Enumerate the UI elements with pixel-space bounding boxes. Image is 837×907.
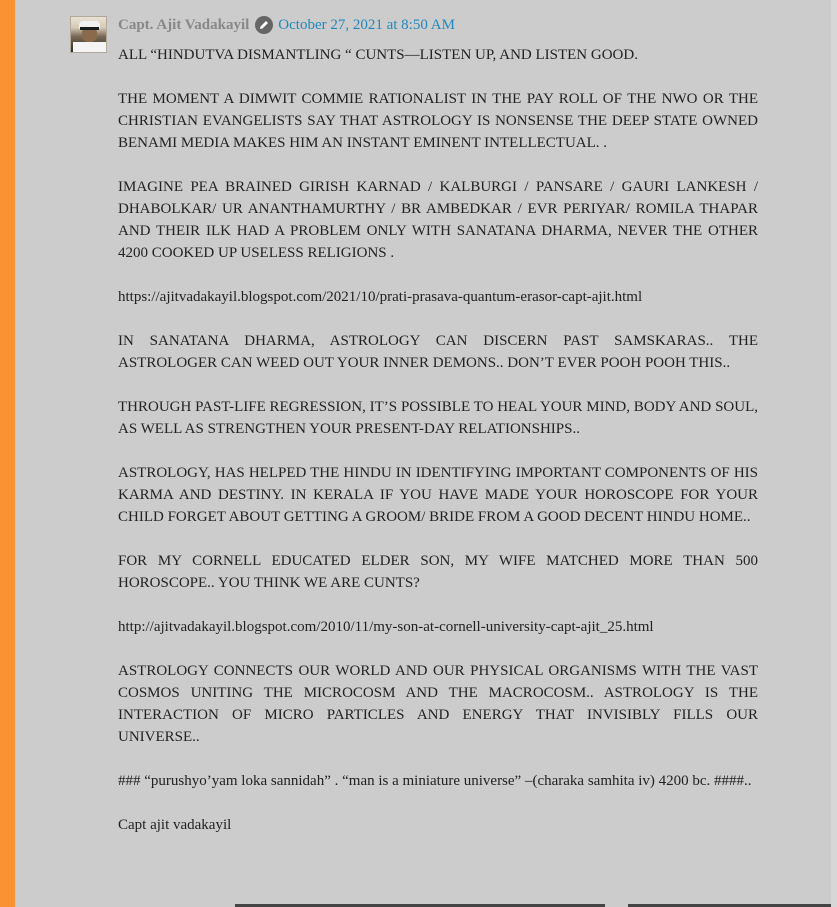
comment-body (118, 44, 758, 858)
comment-paragraph: THE MOMENT A DIMWIT COMMIE RATIONALIST IN THE PAY ROLL OF THE NWO OR THE CHRISTIAN EVANGELISTS SAY THAT ASTROLOGY IS NONSENSE THE DEEP STATE OWNED BENAMI MEDIA MAKES HIM AN INSTANT EMINENT INTELLECTUAL. . (118, 91, 758, 151)
comment-paragraph: ALL “HINDUTVA DISMANTLING “ CUNTS—LISTEN UP, AND LISTEN GOOD. (118, 47, 638, 63)
comment-paragraph: IN SANATANA DHARMA, ASTROLOGY CAN DISCERN PAST SAMSKARAS.. THE ASTROLOGER CAN WEED OUT YOUR INNER DEMONS.. DON’T EVER POOH POOH THIS.. (118, 333, 758, 371)
pencil-icon (255, 16, 273, 34)
left-accent-stripe (0, 0, 15, 907)
comment-author-link[interactable]: Capt. Ajit Vadakayil (118, 16, 250, 33)
comment-paragraph: ### “purushyo’yam loka sannidah” . “man is a miniature universe” –(charaka samhita iv) 4200 bc. ####.. (118, 773, 752, 789)
comment-header (118, 14, 455, 36)
comment-paragraph: THROUGH PAST-LIFE REGRESSION, IT’S POSSIBLE TO HEAL YOUR MIND, BODY AND SOUL, AS WELL AS STRENGTHEN YOUR PRESENT-DAY RELATIONSHIPS.. (118, 399, 758, 437)
comment-signature: Capt ajit vadakayil (118, 817, 232, 833)
right-scroll-edge (831, 0, 837, 907)
comment-paragraph: FOR MY CORNELL EDUCATED ELDER SON, MY WIFE MATCHED MORE THAN 500 HOROSCOPE.. YOU THINK WE ARE CUNTS? (118, 553, 758, 591)
comment-url-text: https://ajitvadakayil.blogspot.com/2021/10/prati-prasava-quantum-erasor-capt-ajit.html (118, 289, 643, 305)
comment-url-text: http://ajitvadakayil.blogspot.com/2010/11/my-son-at-cornell-university-capt-ajit_25.html (118, 619, 654, 635)
comment-paragraph: ASTROLOGY CONNECTS OUR WORLD AND OUR PHYSICAL ORGANISMS WITH THE VAST COSMOS UNITING THE MICROCOSM AND THE MACROCOSM.. ASTROLOGY IS THE INTERACTION OF MICRO PARTICLES AND ENERGY THAT INVISIBLY FILLS OUR UNIVERSE.. (118, 663, 758, 745)
comment-timestamp-link[interactable]: October 27, 2021 at 8:50 AM (278, 16, 455, 33)
comment-paragraph: IMAGINE PEA BRAINED GIRISH KARNAD / KALBURGI / PANSARE / GAURI LANKESH / DHABOLKAR/ UR ANANTHAMURTHY / BR AMBEDKAR / EVR PERIYAR/ ROMILA THAPAR AND THEIR ILK HAD A PROBLEM ONLY WITH SANATANA DHARMA, NEVER THE OTHER 4200 COOKED UP USELESS RELIGIONS . (118, 179, 758, 261)
comment-paragraph: ASTROLOGY, HAS HELPED THE HINDU IN IDENTIFYING IMPORTANT COMPONENTS OF HIS KARMA AND DESTINY. IN KERALA IF YOU HAVE MADE YOUR HOROSCOPE FOR YOUR CHILD FORGET ABOUT GETTING A GROOM/ BRIDE FROM A GOOD DECENT HINDU HOME.. (118, 465, 758, 525)
user-avatar-photo[interactable] (70, 16, 107, 53)
